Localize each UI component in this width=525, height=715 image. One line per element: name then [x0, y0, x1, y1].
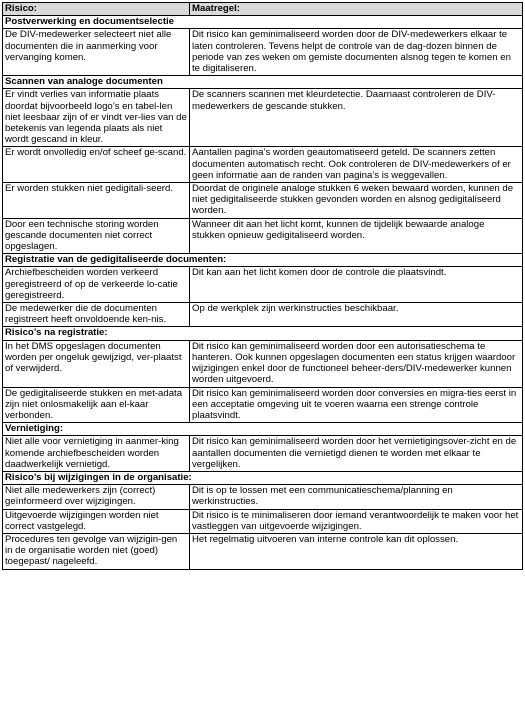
measure-cell: Het regelmatig uitvoeren van interne controle kan dit oplossen. [190, 533, 523, 569]
risk-cell: Er worden stukken niet gedigitali-seerd. [3, 183, 190, 219]
table-row [3, 485, 523, 509]
risk-cell: In het DMS opgeslagen documenten worden per ongeluk gewijzigd, ver-plaatst of verwijderd. [3, 340, 190, 387]
section-heading-row [3, 254, 523, 267]
risk-cell: Niet alle medewerkers zijn (correct) geïnformeerd over wijzigingen. [3, 485, 190, 509]
section-heading-row [3, 76, 523, 89]
risk-cell: Niet alle voor vernietiging in aanmer-king komende archiefbescheiden worden daadwerkelijk vernietigd. [3, 436, 190, 472]
risk-cell: Er wordt onvolledig en/of scheef ge-scand. [3, 147, 190, 183]
measure-cell: Aantallen pagina’s worden geautomatiseerd geteld. De scanners zetten documenten automatisch recht. Ook controleren de DIV-medewerkers of er geen informatie aan de randen van pagina’s is weggevallen. [190, 147, 523, 183]
risk-cell: De DIV-medewerker selecteert niet alle documenten die in aanmerking voor vervanging komen. [3, 29, 190, 76]
table-row [3, 387, 523, 423]
risk-cell: Uitgevoerde wijzigingen worden niet correct vastgelegd. [3, 509, 190, 533]
risk-cell: Er vindt verlies van informatie plaats doordat bijvoorbeeld logo’s en tabel-len niet leesbaar zijn of er vindt ver-lies van de betekenis van legenda plaats als niet wordt gescand in kleur. [3, 89, 190, 147]
measure-cell: Dit kan aan het licht komen door de controle die plaatsvindt. [190, 267, 523, 303]
table-row [3, 89, 523, 147]
risk-cell: Procedures ten gevolge van wijzigin-gen in de organisatie worden niet (goed) toegepast/ nageleefd. [3, 533, 190, 569]
section-heading: Risico’s bij wijzigingen in de organisatie: [3, 471, 523, 484]
risk-cell: De medewerker die de documenten registreert heeft onvoldoende ken-nis. [3, 303, 190, 327]
section-heading: Vernietiging: [3, 423, 523, 436]
measure-cell: Dit risico is te minimaliseren door iemand verantwoordelijk te maken voor het vastleggen van uitgevoerde wijzigingen. [190, 509, 523, 533]
measure-cell: Dit is op te lossen met een communicatieschema/planning en werkinstructies. [190, 485, 523, 509]
table-row [3, 533, 523, 569]
measure-cell: Dit risico kan geminimaliseerd worden door de DIV-medewerkers elkaar te laten controleren. Tevens helpt de controle van de dag-dozen binnen de periode van zes weken om gemiste documenten alsnog tegen te komen en te digitaliseren. [190, 29, 523, 76]
section-heading: Postverwerking en documentselectie [3, 16, 523, 29]
table-row [3, 436, 523, 472]
measure-cell: Dit risico kan geminimaliseerd worden door een autorisatieschema te hanteren. Ook kunnen opgeslagen documenten een status krijgen waardoor wijzigingen enkel door de functioneel beheer-ders/DIV-medewerker kunnen worden uitgevoerd. [190, 340, 523, 387]
section-heading-row [3, 327, 523, 340]
header-risk: Risico: [3, 3, 190, 16]
risk-table [2, 2, 523, 570]
header-measure: Maatregel: [190, 3, 523, 16]
measure-cell: De scanners scannen met kleurdetectie. Daarnaast controleren de DIV-medewerkers de gescande stukken. [190, 89, 523, 147]
section-heading: Scannen van analoge documenten [3, 76, 523, 89]
measure-cell: Dit risico kan geminimaliseerd worden door het vernietigingsover-zicht en de aantallen documenten die vernietigd dienen te worden met elkaar te vergelijken. [190, 436, 523, 472]
section-heading-row [3, 471, 523, 484]
measure-cell: Wanneer dit aan het licht komt, kunnen de tijdelijk bewaarde analoge stukken opnieuw gedigitaliseerd worden. [190, 218, 523, 254]
table-row [3, 218, 523, 254]
table-row [3, 509, 523, 533]
measure-cell: Doordat de originele analoge stukken 6 weken bewaard worden, kunnen de niet gedigitaliseerde stukken gevonden worden en alsnog gedigitaliseerd worden. [190, 183, 523, 219]
section-heading-row [3, 423, 523, 436]
table-row [3, 183, 523, 219]
section-heading: Risico’s na registratie: [3, 327, 523, 340]
section-heading-row [3, 16, 523, 29]
table-row [3, 267, 523, 303]
table-header-row [3, 3, 523, 16]
table-row [3, 29, 523, 76]
table-row [3, 340, 523, 387]
section-heading: Registratie van de gedigitaliseerde documenten: [3, 254, 523, 267]
measure-cell: Dit risico kan geminimaliseerd worden door conversies en migra-ties eerst in een acceptatie omgeving uit te voeren waarna een strenge controle plaatsvindt. [190, 387, 523, 423]
risk-cell: De gedigitaliseerde stukken en met-adata zijn niet onlosmakelijk aan el-kaar verbonden. [3, 387, 190, 423]
table-row [3, 147, 523, 183]
risk-table-body [3, 3, 523, 570]
risk-cell: Archiefbescheiden worden verkeerd geregistreerd of op de verkeerde lo-catie geregistreerd. [3, 267, 190, 303]
table-row [3, 303, 523, 327]
risk-cell: Door een technische storing worden gescande documenten niet correct opgeslagen. [3, 218, 190, 254]
measure-cell: Op de werkplek zijn werkinstructies beschikbaar. [190, 303, 523, 327]
